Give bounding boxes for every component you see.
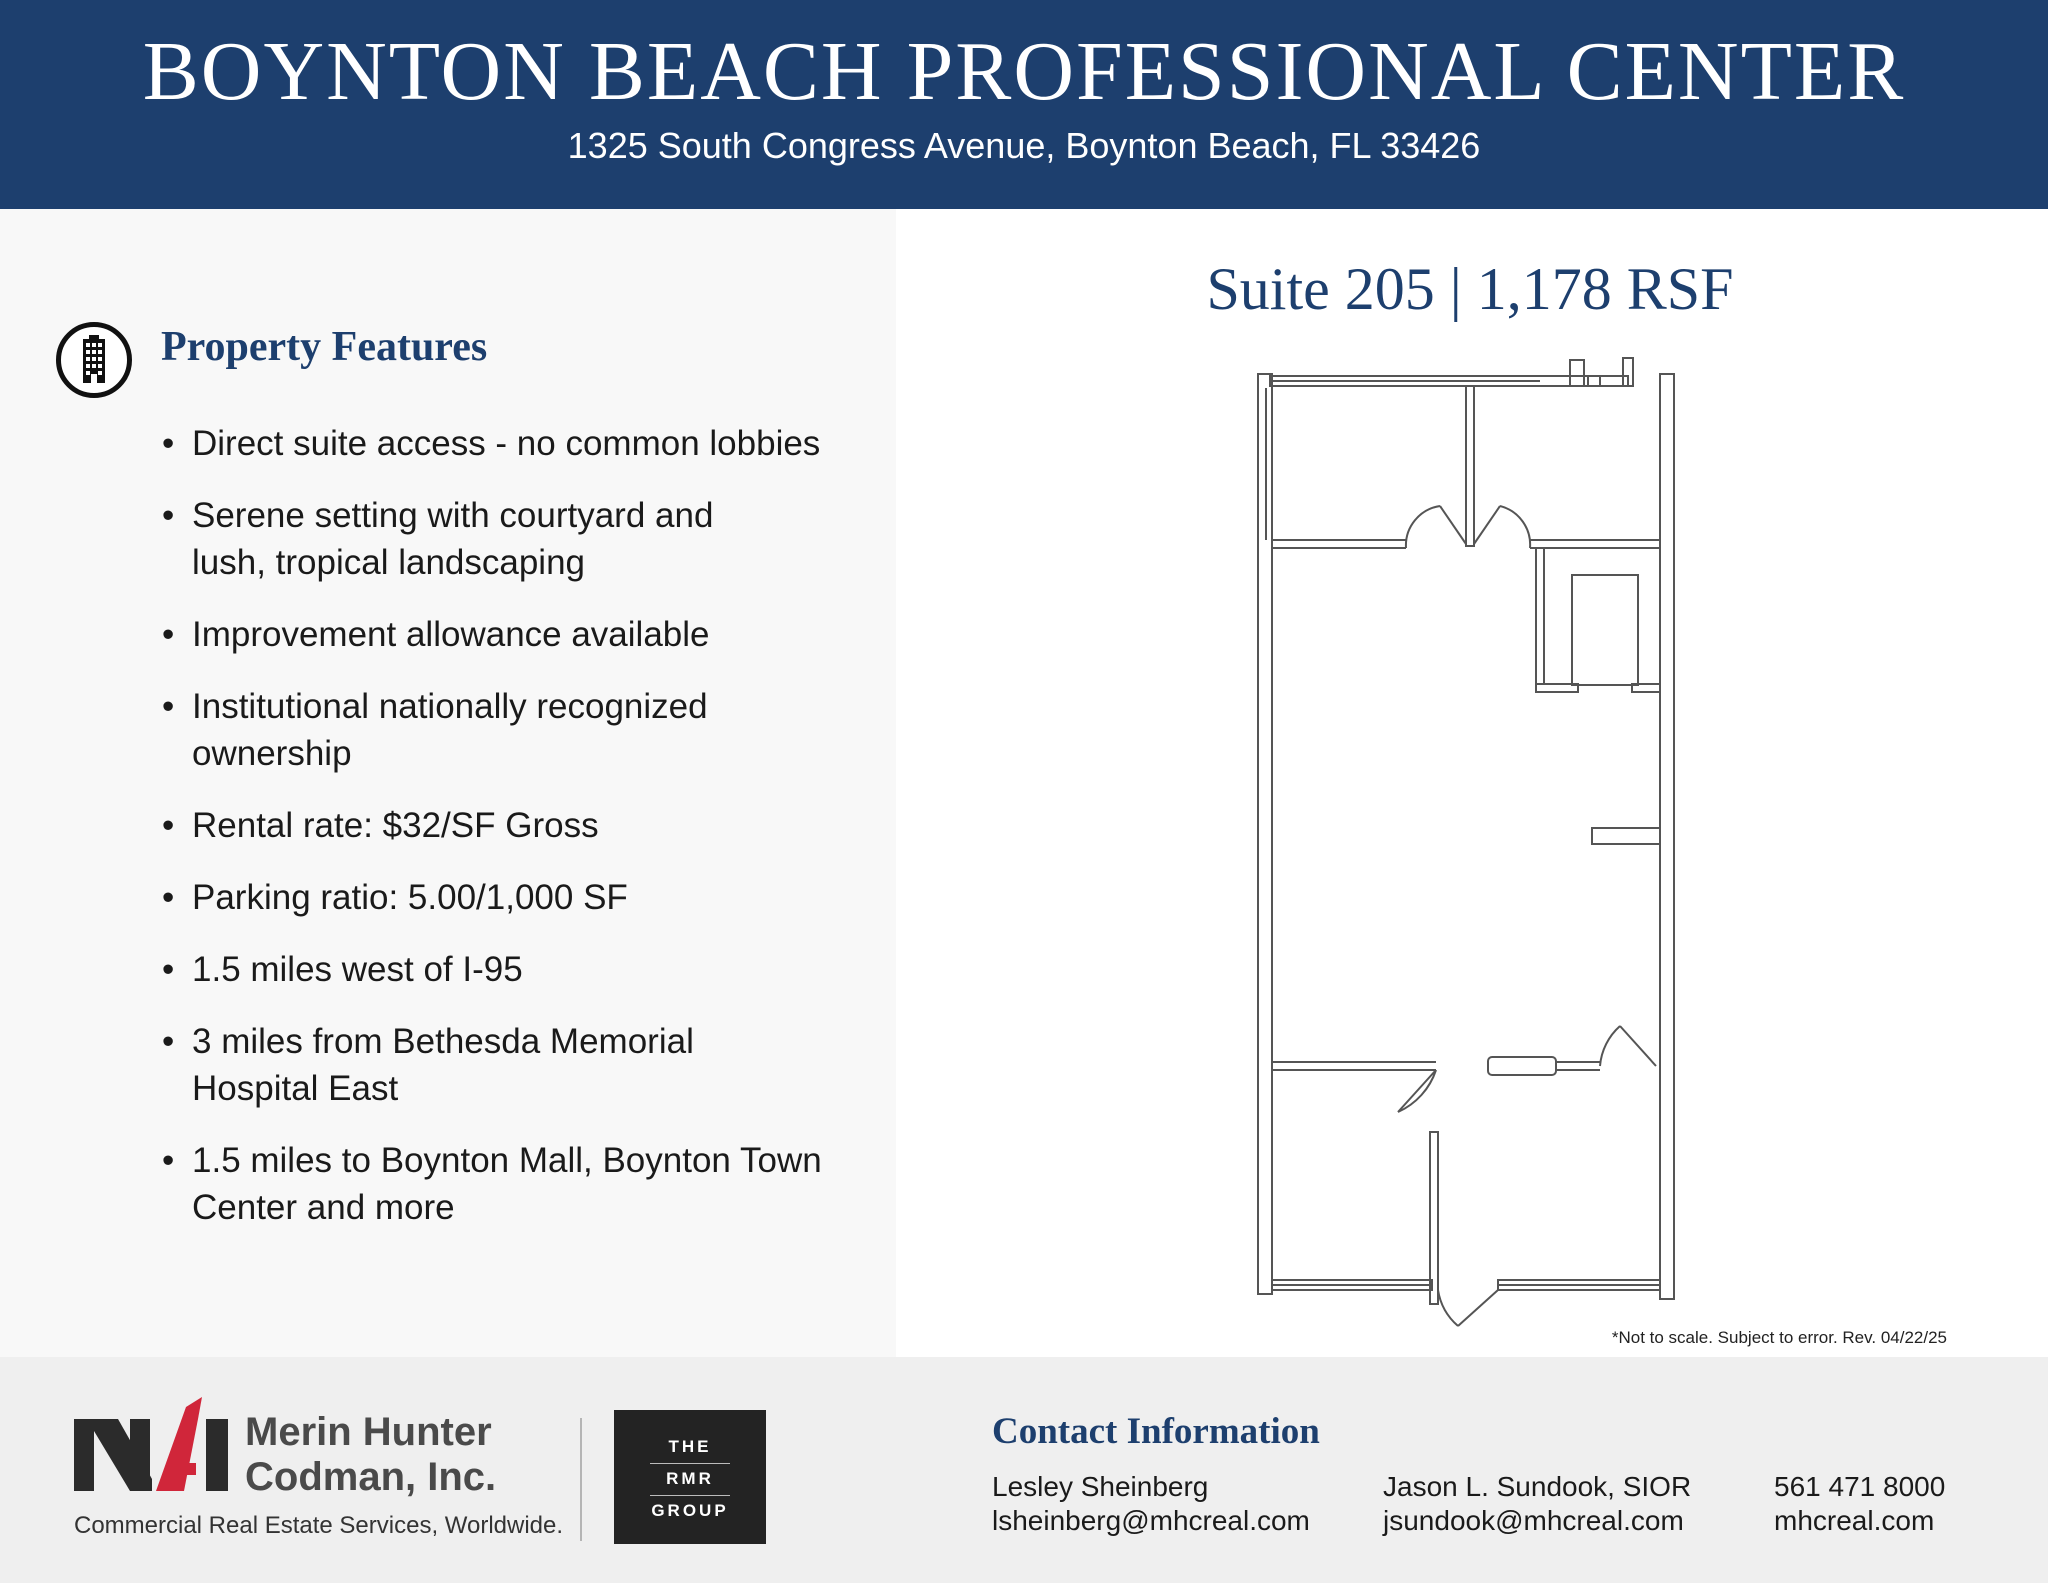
disclaimer-note: *Not to scale. Subject to error. Rev. 04/22/25 <box>1611 1328 1947 1347</box>
features-list <box>160 420 880 1256</box>
rmr-line: THE <box>668 1437 712 1456</box>
list-item: • Institutional nationally recognized ownership <box>160 683 880 777</box>
list-item: • Rental rate: $32/SF Gross <box>160 802 880 849</box>
list-item: • 3 miles from Bethesda Memorial Hospital East <box>160 1018 880 1112</box>
property-address: 1325 South Congress Avenue, Boynton Beach, FL 33426 <box>567 125 1481 166</box>
list-item: • Improvement allowance available <box>160 611 880 658</box>
wall-stub <box>1592 828 1660 844</box>
contact-name: Lesley Sheinberg <box>992 1471 1209 1502</box>
contact-website[interactable]: mhcreal.com <box>1774 1505 1935 1536</box>
nai-logo <box>74 1397 234 1493</box>
list-item: • Parking ratio: 5.00/1,000 SF <box>160 874 880 921</box>
company-name: Merin Hunter Codman, Inc. <box>245 1410 497 1499</box>
closet-wall <box>1536 548 1544 684</box>
header-banner <box>0 0 2048 209</box>
page-title: BOYNTON BEACH PROFESSIONAL CENTER <box>142 25 1906 118</box>
floor-plan <box>1240 350 1700 1340</box>
rmr-line: RMR <box>666 1469 714 1488</box>
bottom-divider <box>1430 1132 1438 1304</box>
contact-email[interactable]: jsundook@mhcreal.com <box>1383 1505 1684 1536</box>
logo-divider <box>580 1418 582 1541</box>
features-heading: Property Features <box>161 324 488 370</box>
rmr-line: GROUP <box>651 1501 729 1520</box>
contact-card <box>1383 1470 1691 1538</box>
top-stub <box>1570 360 1584 386</box>
contact-card <box>992 1470 1310 1538</box>
contact-name: Jason L. Sundook, SIOR <box>1383 1471 1692 1502</box>
building-icon <box>56 322 132 398</box>
closet-inner <box>1572 575 1638 685</box>
suite-title: Suite 205 | 1,178 RSF <box>1206 256 1734 322</box>
contact-heading: Contact Information <box>992 1411 1320 1452</box>
list-item: • 1.5 miles west of I-95 <box>160 946 880 993</box>
right-exterior-wall <box>1660 374 1674 1299</box>
office-divider <box>1466 386 1474 546</box>
contact-email[interactable]: lsheinberg@mhcreal.com <box>992 1505 1310 1536</box>
contact-phone[interactable]: 561 471 8000 <box>1774 1471 1946 1502</box>
contact-card <box>1774 1470 1945 1538</box>
company-tagline: Commercial Real Estate Services, Worldwide. <box>74 1512 564 1539</box>
list-item: • Direct suite access - no common lobbies <box>160 420 880 467</box>
bottom-opening <box>1488 1057 1556 1075</box>
list-item: • 1.5 miles to Boynton Mall, Boynton Town Center and more <box>160 1137 880 1231</box>
rmr-group-logo <box>614 1410 766 1544</box>
list-item: • Serene setting with courtyard and lush, tropical landscaping <box>160 492 880 586</box>
